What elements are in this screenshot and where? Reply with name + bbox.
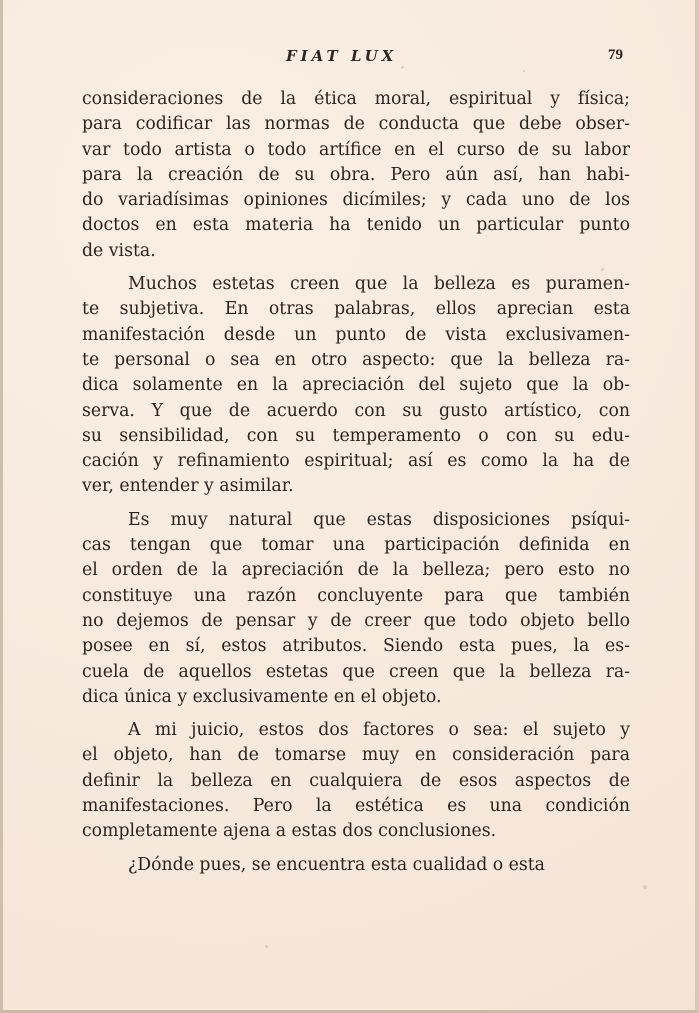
text-line: Muchos estetas creen que la belleza es puramen-: [128, 274, 630, 295]
text-line: para la creación de su obra. Pero aún así, han habi-: [82, 164, 630, 185]
text-line: te subjetiva. En otras palabras, ellos aprecian esta: [82, 299, 630, 320]
text-line: A mi juicio, estos dos factores o sea: el sujeto y: [128, 720, 630, 741]
running-title: FIAT LUX: [286, 47, 398, 65]
text-line: cación y refinamiento espiritual; así es como la ha de: [82, 451, 630, 472]
text-line: el objeto, han de tomarse muy en consideración para: [82, 745, 630, 766]
text-line: constituye una razón concluyente para que también: [82, 585, 630, 606]
text-line: manifestaciones. Pero la estética es una condición: [82, 796, 630, 817]
page-header: [3, 43, 699, 73]
text-line: para codificar las normas de conducta que debe obser-: [82, 114, 630, 135]
text-line: de vista.: [82, 240, 156, 261]
text-line: consideraciones de la ética moral, espiritual y física;: [82, 89, 630, 109]
text-line: var todo artista o todo artífice en el curso de su labor: [82, 139, 630, 160]
text-line: Es muy natural que estas disposiciones psíqui-: [128, 509, 630, 530]
text-line: dica solamente en la apreciación del sujeto que la ob-: [82, 375, 630, 396]
text-line: cas tengan que tomar una participación definida en: [82, 535, 630, 556]
text-line: su sensibilidad, con su temperamento o con su edu-: [82, 425, 630, 446]
text-line: manifestación desde un punto de vista exclusivamen-: [82, 324, 630, 345]
text-line: completamente ajena a estas dos conclusiones.: [82, 821, 497, 842]
text-line: dica única y exclusivamente en el objeto.: [82, 686, 442, 707]
text-line: do variadísimas opiniones dicímiles; y cada uno de los: [82, 190, 630, 211]
text-line: cuela de aquellos estetas que creen que la belleza ra-: [82, 661, 630, 682]
text-line: definir la belleza en cualquiera de esos aspectos de: [82, 770, 630, 791]
text-line: te personal o sea en otro aspecto: que la belleza ra-: [82, 349, 630, 370]
text-line: doctos en esta materia ha tenido un particular punto: [82, 215, 630, 236]
text-line: posee en sí, estos atributos. Siendo esta pues, la es-: [82, 636, 630, 657]
text-line: ¿Dónde pues, se encuentra esta cualidad o esta: [128, 854, 545, 875]
paragraph: [82, 508, 630, 710]
text-line: el orden de la apreciación de la belleza; pero esto no: [82, 560, 630, 581]
text-line: serva. Y que de acuerdo con su gusto artístico, con: [82, 400, 630, 421]
body-text: [82, 87, 630, 886]
text-line: ver, entender y asimilar.: [82, 476, 294, 497]
text-line: no dejemos de pensar y de creer que todo objeto bello: [82, 610, 630, 631]
paragraph: [82, 87, 630, 264]
paragraph: [82, 853, 630, 878]
page-number: 79: [608, 47, 623, 63]
paragraph: [82, 272, 630, 500]
paragraph: [82, 718, 630, 844]
